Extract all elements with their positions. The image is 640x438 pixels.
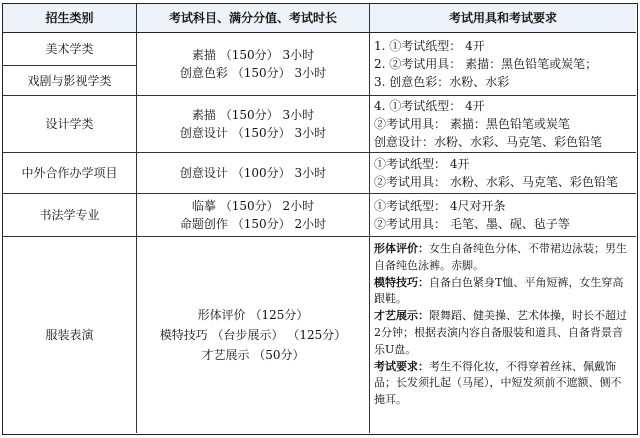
header-subjects-text: 考试科目、满分分值、考试时长 [168,11,337,25]
requirements-cell [370,237,636,433]
header-category [3,4,136,32]
category-cell [3,194,136,236]
requirement-item [374,241,630,275]
requirements-cell [370,194,636,236]
requirement-line: ②考试用具： 水粉、水彩、马克笔、彩色铅笔 [374,175,618,189]
subject-line: 创意色彩 （150分） 3小时 [179,66,327,80]
requirement-text: 考生不得化妆，不得穿着丝袜、佩戴饰品；长发须扎起（马尾），中短发须前不遮额、侧不掩耳。 [374,359,622,407]
requirement-line: 2. ②考试用具： 素描：黑色铅笔或炭笔； [374,57,598,71]
subject-line: 创意设计 （150分） 3小时 [179,126,327,140]
requirement-label: 才艺展示： [374,309,429,323]
category-cell [3,237,136,433]
category-label: 设计学类 [45,117,94,131]
requirements-cell [370,153,636,193]
subjects-cell [137,33,369,95]
category-cell [3,96,136,152]
category-cell [3,33,136,65]
category-cell [3,66,136,95]
requirement-text: 自备白色紧身T恤、平角短裤，女生穿高跟鞋。 [374,275,624,306]
subject-line: 素描 （150分） 3小时 [191,48,315,62]
requirement-text: 女生自备纯色分体、不带裙边泳装；男生自备纯色泳裤。赤脚。 [374,242,627,272]
subjects-cell [137,153,369,193]
requirement-line: ②考试用具： 素描：黑色铅笔或炭笔 [374,117,570,131]
category-label: 戏剧与影视学类 [27,73,112,88]
subject-line: 形体评价 （125分） [197,308,309,322]
header-subjects [137,4,369,32]
subjects-cell [137,194,369,236]
requirement-label: 形体评价： [374,242,429,255]
requirement-line: ①考试纸型： 4开 [374,157,470,171]
requirement-line: 4. ①考试纸型： 4开 [374,99,485,113]
subjects-cell [137,96,369,152]
requirement-label: 考试要求： [374,359,429,373]
category-cell [3,153,136,193]
subject-line: 模特技巧 （台步展示） （125分） [159,328,347,342]
requirement-line: 3. 创意色彩：水粉、水彩 [374,75,510,89]
admissions-exam-table [2,3,638,435]
header-category-text: 招生类别 [45,11,94,25]
requirement-item [374,275,630,309]
subject-line: 命题创作 （150分） 2小时 [179,217,327,231]
requirement-line: ②考试用具： 毛笔、墨、砚、毡子等 [374,217,570,231]
requirements-cell [370,96,636,152]
header-requirements [370,4,636,32]
header-requirements-text: 考试用具和考试要求 [448,11,557,25]
requirement-line: 创意设计：水粉、水彩、马克笔、彩色铅笔 [374,135,603,149]
requirement-line: 1. ①考试纸型： 4开 [374,39,485,53]
requirements-cell [370,33,636,95]
category-label: 服装表演 [45,328,94,342]
requirement-label: 模特技巧： [374,275,429,289]
subject-line: 创意设计 （100分） 3小时 [179,166,327,180]
category-label: 中外合作办学项目 [21,166,118,180]
requirement-text: 限舞蹈、健美操、艺术体操，时长不超过2分钟；根据表演内容自备服装和道具、自备背景音乐U盘。 [374,309,627,356]
subject-line: 素描 （150分） 3小时 [191,108,315,122]
category-label: 美术学类 [45,42,94,56]
subject-line: 才艺展示 （50分） [201,348,305,362]
subject-line: 临摹 （150分） 2小时 [191,199,315,213]
subjects-cell [137,237,369,433]
requirement-line: ①考试纸型： 4尺对开条 [374,199,506,213]
requirement-item [374,308,630,358]
requirement-item [374,359,630,409]
category-label: 书法学专业 [39,208,100,222]
